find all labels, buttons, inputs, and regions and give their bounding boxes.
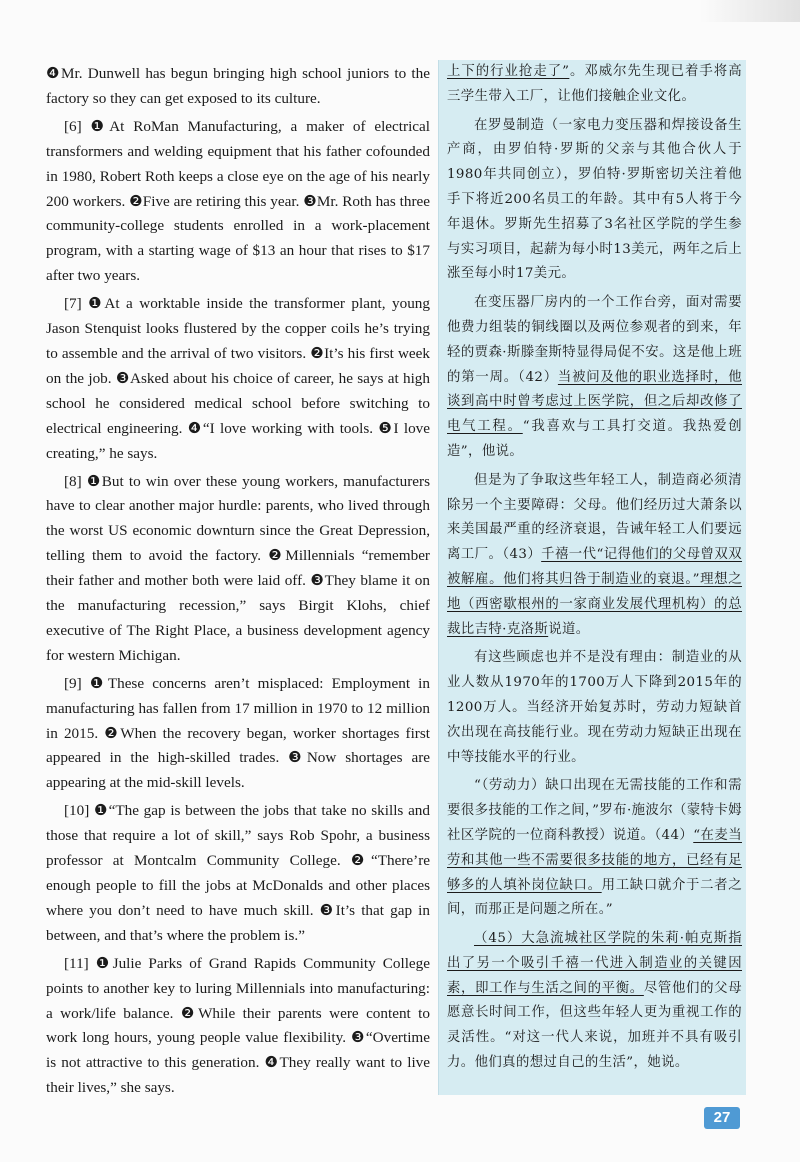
translation-text: 但是为了争取这些年轻工人，制造商必须清除另一个主要障碍：父母。他们经历过大萧条以来美国最严重的经济衰退，告诫年轻工人们要远离工厂。（43） (447, 472, 742, 563)
translation-text: “我喜欢与工具打交道。我热爱创造”，他说。 (447, 419, 742, 459)
paragraph-5-end: ❹Mr. Dunwell has begun bringing high school juniors to the factory so they can get exposed to its culture. (46, 65, 430, 107)
page-edge-shadow (700, 0, 800, 22)
underlined-translation-44: “在麦当劳和其他一些不需要很多技能的地方，已经有足够多的人填补岗位缺口。 (447, 827, 742, 893)
paragraph-9: [9] ❶These concerns aren’t misplaced: Employment in manufacturing has fallen from 17 million in 1970 to 12 million in 2015. ❷When the recovery began, worker shortages first appeared in the high-skilled trades. ❸Now shortages are appearing at the mid-skill levels. (46, 674, 430, 792)
underlined-translation-45: （45）大急流城社区学院的朱莉·帕克斯指出了另一个吸引千禧一代进入制造业的关键因素，即工作与生活之间的平衡。 (447, 931, 742, 996)
paragraph-7: [7] ❶At a worktable inside the transformer plant, young Jason Stenquist looks flustered by the copper coils he’s trying to assemble and the arrival of two visitors. ❷It’s his first week on the job. ❸Asked about his choice of career, he says at high school he considered medical school before switching to electrical engineering. ❹“I love working with tools. ❺I love creating,” he says. (46, 295, 430, 462)
translation-paragraph-8 (447, 469, 742, 643)
underlined-translation-43: 千禧一代“记得他们的父母曾双双被解雇。他们将其归咎于制造业的衰退。”理想之地（西密歇根州的一家商业发展代理机构）的总裁比吉特·克洛斯 (447, 547, 742, 637)
english-text-column (46, 62, 430, 1101)
paragraph-11: [11] ❶Julie Parks of Grand Rapids Community College points to another key to luring Millennials into manufacturing: a work/life balance. ❷While their parents were content to work long hours, young people value flexibility. ❸“Overtime is not attractive to this generation. ❹They really want to live their lives,” she says. (46, 954, 430, 1097)
paragraph-6: [6] ❶At RoMan Manufacturing, a maker of electrical transformers and welding equipment that his father cofounded in 1980, Robert Roth keeps a close eye on the age of his nearly 200 workers. ❷Five are retiring this year. ❸Mr. Roth has three community-college students enrolled in a work-placement program, with a starting wage of $13 an hour that rises to $17 after two years. (46, 117, 430, 285)
underlined-translation-42: 当被问及他的职业选择时，他谈到高中时曾考虑过上医学院，但之后却改修了电气工程。 (447, 369, 742, 435)
translation-paragraph-7 (447, 291, 742, 465)
translation-text: 。邓威尔先生现已着手将高三学生带入工厂，让他们接触企业文化。 (447, 64, 742, 104)
translation-text: 尽管他们的父母愿意长时间工作，但这些年轻人更为重视工作的灵活性。“对这一代人来说，加班并不具有吸引力。他们真的想过自己的生活”，她说。 (447, 980, 742, 1071)
translation-paragraph-10 (447, 774, 742, 923)
translation-paragraph-9: 有这些顾虑也并不是没有理由：制造业的从业人数从1970年的1700万人下降到2015年的1200万人。当经济开始复苏时，劳动力短缺首次出现在高技能行业。现在劳动力短缺正出现在中等技能水平的行业。 (447, 650, 742, 765)
page-number-badge: 27 (704, 1107, 740, 1129)
translation-text: 用工缺口就介于二者之间，而那正是问题之所在。” (447, 877, 743, 918)
paragraph-8: [8] ❶But to win over these young workers, manufacturers have to clear another major hurdle: parents, who lived through the worst US economic downturn since the Great Depression, telling them to avoid the factory. ❷Millennials “remember their father and mother both were laid off. ❸They blame it on the manufacturing recession,” says Birgit Klohs, chief executive of The Right Place, a business development agency for western Michigan. (46, 472, 430, 664)
paragraph-10: [10] ❶“The gap is between the jobs that take no skills and those that require a lot of skill,” says Rob Spohr, a business professor at Montcalm Community College. ❷“There’re enough people to fill the jobs at McDonalds and other places where you don’t need to have much skill. ❸It’s that gap in between, and that’s where the problem is.” (46, 802, 430, 944)
translation-text: 在变压器厂房内的一个工作台旁，面对需要他费力组装的铜线圈以及两位参观者的到来，年轻的贾森·斯滕奎斯特显得局促不安。这是他上班的第一周。（42） (447, 295, 742, 385)
translation-paragraph-6: 在罗曼制造（一家电力变压器和焊接设备生产商，由罗伯特·罗斯的父亲与其他合伙人于1980年共同创立），罗伯特·罗斯密切关注着他手下将近200名员工的年龄。其中有5人将于今年退休。罗斯先生招募了3名社区学院的学生参与实习项目，起薪为每小时13美元，两年之后上涨至每小时17美元。 (447, 117, 742, 282)
translation-paragraph-5-end (447, 60, 742, 110)
chinese-translation-panel (438, 60, 746, 1095)
underlined-translation: 上下的行业抢走了” (447, 64, 570, 79)
translation-text: “（劳动力）缺口出现在无需技能的工作和需要很多技能的工作之间，”罗布·施波尔（蒙特卡姆社区学院的一位商科教授）说道。（44） (447, 778, 742, 843)
translation-paragraph-11 (447, 927, 742, 1076)
translation-text: 说道。 (548, 621, 590, 637)
